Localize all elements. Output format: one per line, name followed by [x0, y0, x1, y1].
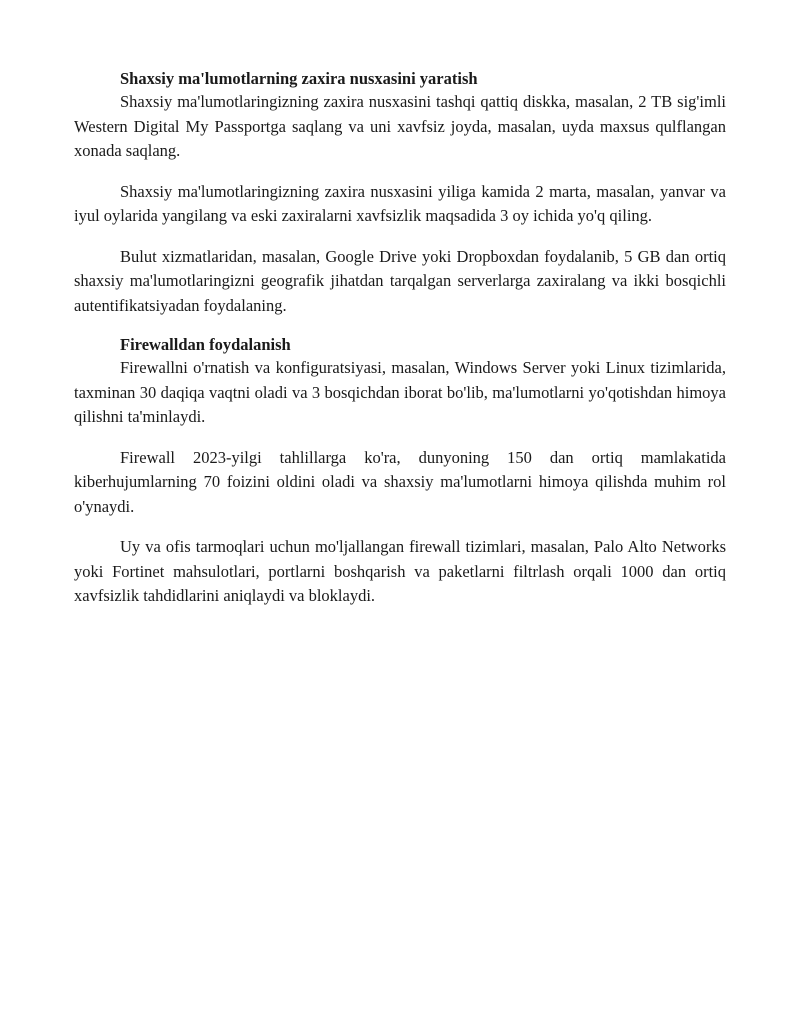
paragraph: Firewallni o'rnatish va konfiguratsiyasi, masalan, Windows Server yoki Linux tizimlarida, taxminan 30 daqiqa vaqtni oladi va 3 bosqichdan iborat bo'lib, ma'lumotlarni yo'qotishdan himoya qilishni ta'minlaydi.: [74, 358, 726, 426]
document-page: [74, 68, 726, 609]
paragraph: Uy va ofis tarmoqlari uchun mo'ljallangan firewall tizimlari, masalan, Palo Alto Networks yoki Fortinet mahsulotlari, portlarni boshqarish va paketlarni filtrlash orqali 1000 dan ortiq xavfsizlik tahdidlarini aniqlaydi va bloklaydi.: [74, 537, 726, 605]
section-heading: Firewalldan foydalanish: [120, 335, 291, 354]
paragraph: Bulut xizmatlaridan, masalan, Google Drive yoki Dropboxdan foydalanib, 5 GB dan ortiq shaxsiy ma'lumotlaringizni geografik jihatdan tarqalgan serverlarga zaxiralang va ikki bosqichli autentifikatsiyadan foydalaning.: [74, 246, 726, 315]
section-heading: Shaxsiy ma'lumotlarning zaxira nusxasini yaratish: [120, 69, 478, 88]
section-firewall: [74, 334, 726, 609]
paragraph: Shaxsiy ma'lumotlaringizning zaxira nusxasini yiliga kamida 2 marta, masalan, yanvar va iyul oylarida yangilang va eski zaxiralarni xavfsizlik maqsadida 3 oy ichida yo'q qiling.: [74, 181, 726, 225]
paragraph: Firewall 2023-yilgi tahlillarga ko'ra, dunyoning 150 dan ortiq mamlakatida kiberhujumlarning 70 foizini oldini oladi va shaxsiy ma'lumotlarni himoya qilishda muhim rol o'ynaydi.: [74, 447, 726, 516]
section-backup: [74, 68, 726, 318]
paragraph: Shaxsiy ma'lumotlaringizning zaxira nusxasini tashqi qattiq diskka, masalan, 2 TB sig'imli Western Digital My Passportga saqlang va uni xavfsiz joyda, masalan, uyda maxsus qulflangan xonada saqlang.: [74, 92, 726, 160]
